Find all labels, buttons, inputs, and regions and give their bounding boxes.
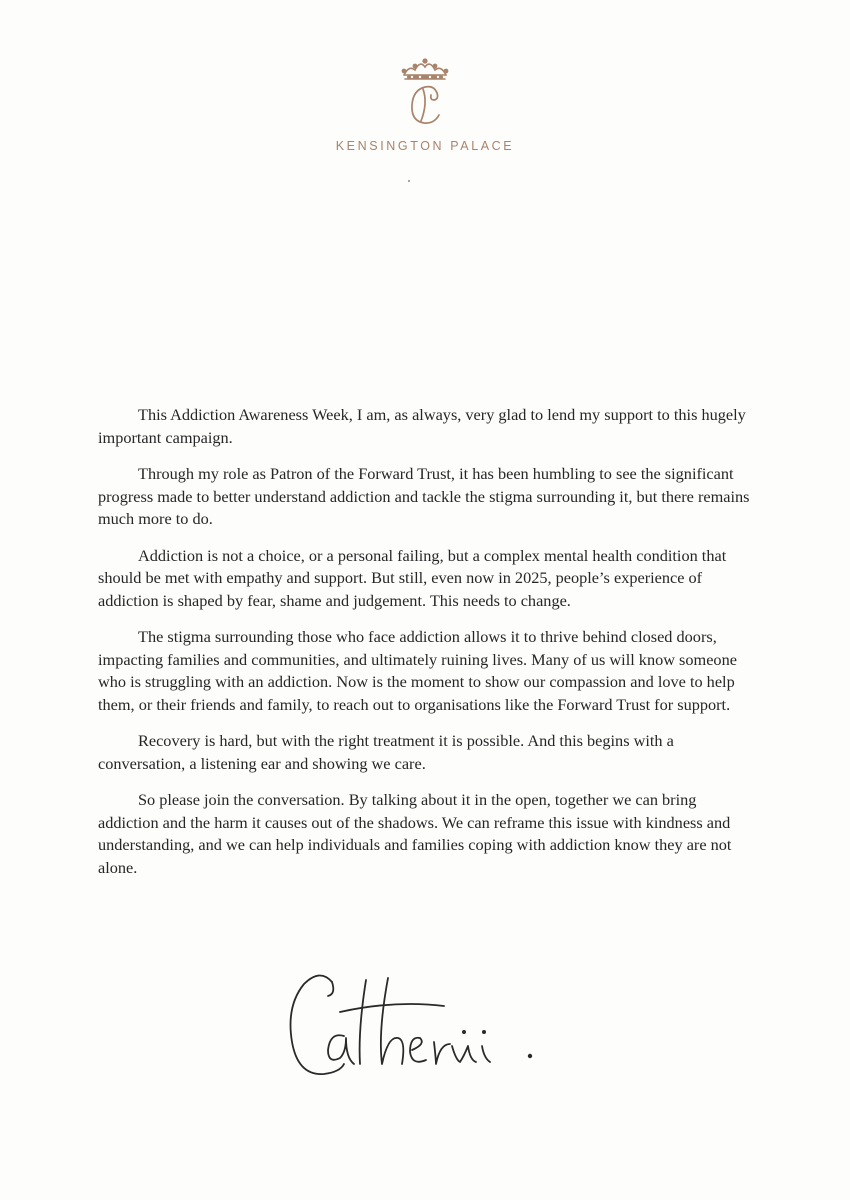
paragraph-2: Through my role as Patron of the Forward Trust, it has been humbling to see the significant progress made to better understand addiction and tackle the stigma surrounding it, but there remains much more to do. xyxy=(98,464,750,528)
handwritten-signature-icon xyxy=(284,960,554,1090)
letter-body xyxy=(98,404,758,893)
palace-name: KENSINGTON PALACE xyxy=(335,139,515,153)
crown-and-cipher-c-icon xyxy=(390,55,460,133)
paragraph-1: This Addiction Awareness Week, I am, as always, very glad to lend my support to this hugely important campaign. xyxy=(98,405,746,447)
paper-speck xyxy=(408,180,410,182)
paragraph-5: Recovery is hard, but with the right treatment it is possible. And this begins with a conversation, a listening ear and showing we care. xyxy=(98,731,674,773)
letterhead xyxy=(0,55,850,153)
paragraph-3: Addiction is not a choice, or a personal failing, but a complex mental health condition that should be met with empathy and support. But still, even now in 2025, people’s experience of addiction is shaped by fear, shame and judgement. This needs to change. xyxy=(98,545,727,610)
paragraph-4: The stigma surrounding those who face addiction allows it to thrive behind closed doors, impacting families and communities, and ultimately ruining lives. Many of us will know someone who is struggling with an addiction. Now is the moment to show our compassion and love to help them, or their friends and family, to reach out to organisations like the Forward Trust for support. xyxy=(98,627,737,714)
paragraph-6: So please join the conversation. By talking about it in the open, together we can bring addiction and the harm it causes out of the shadows. We can reframe this issue with kindness and understanding, and we can help individuals and families coping with addiction know they are not alone. xyxy=(98,790,732,877)
